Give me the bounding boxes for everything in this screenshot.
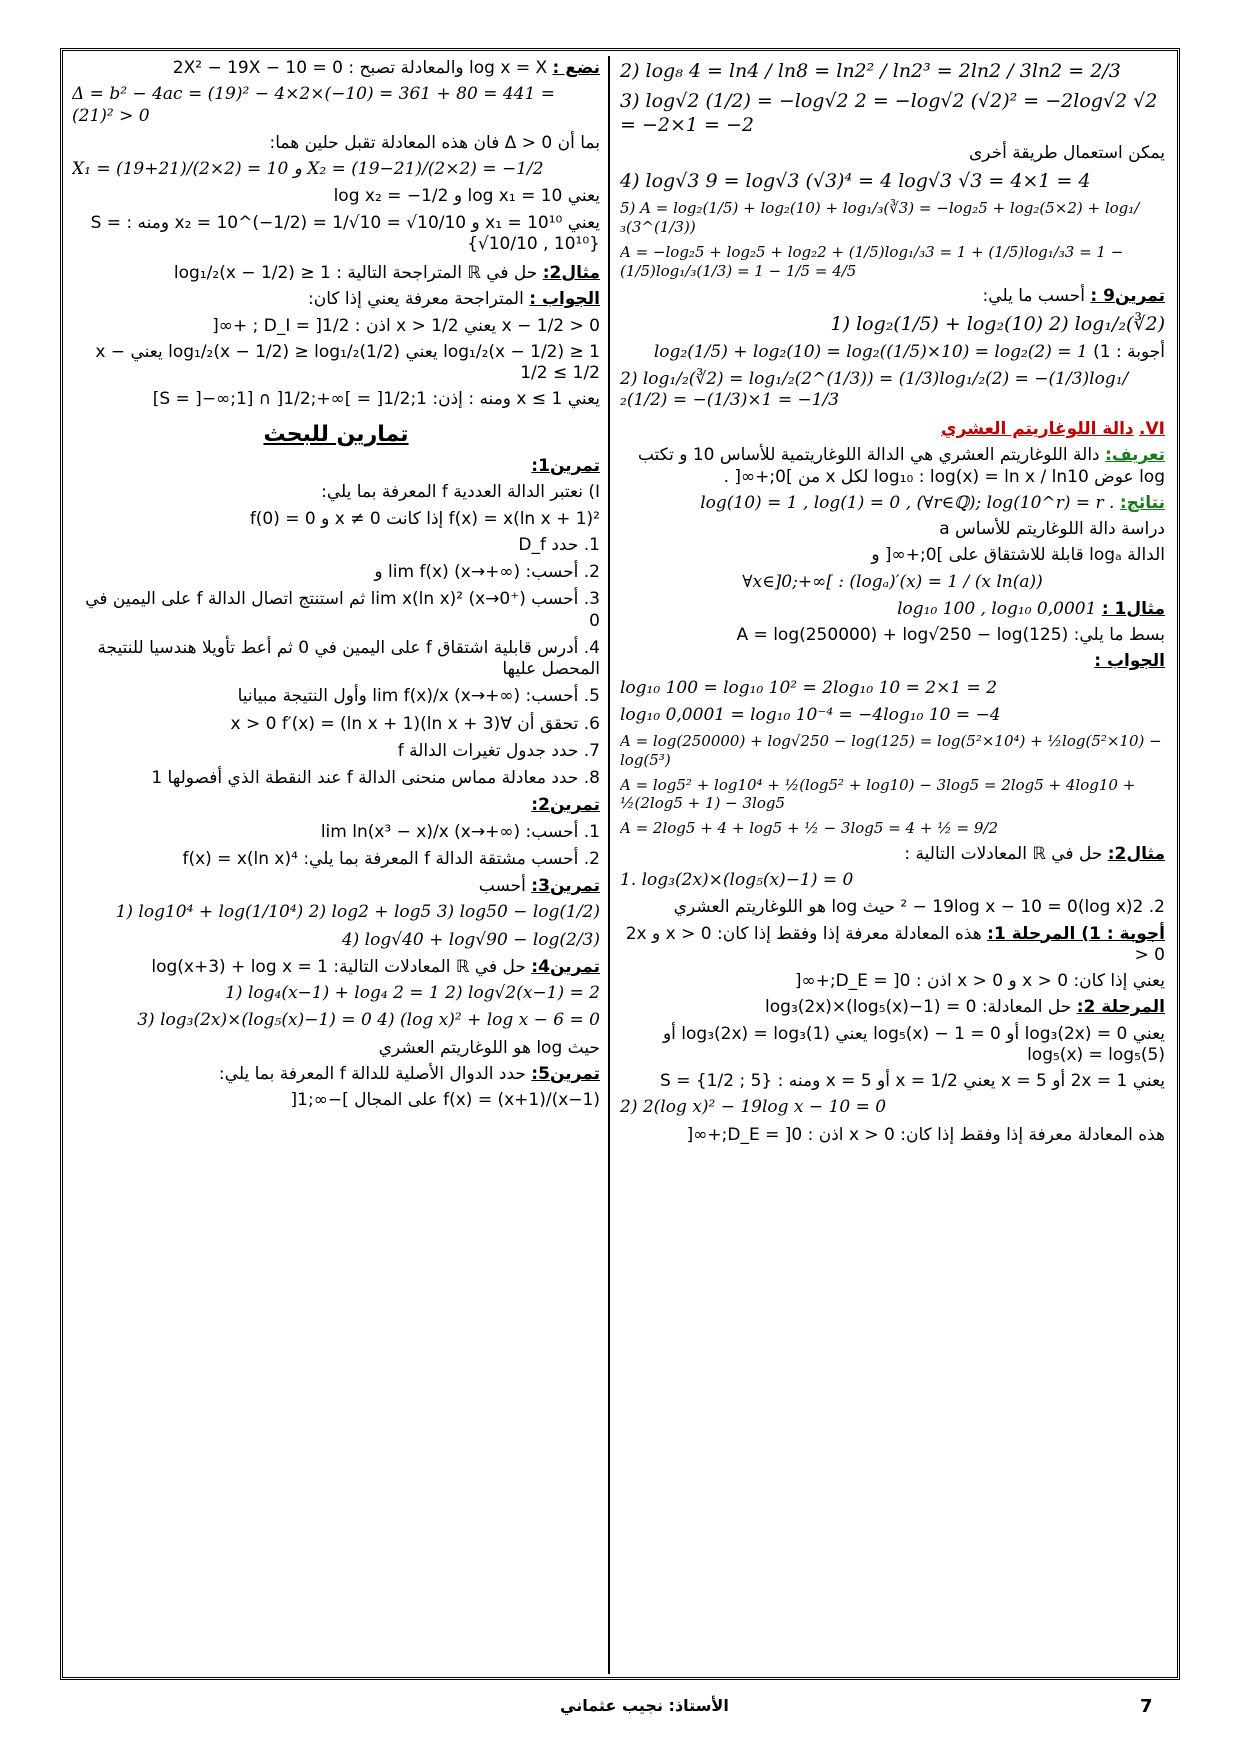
exercise5-heading [72, 1064, 600, 1085]
means-line-2: يعني x₁ = 10¹⁰ و x₂ = 10^(−1/2) = 1/√10 = √10/10 ومنه : S = {√10/10 , 10¹⁰} [90, 212, 600, 254]
left-example2-text: حل في ℝ المتراجحة التالية : log₁/₂(x − 1/2) ≥ 1 [173, 263, 538, 283]
delta-line: Δ = b² − 4ac = (19)² − 4×2×(−10) = 361 + 80 = 441 = (21)² > 0 [72, 84, 555, 126]
exercise3-heading [72, 876, 600, 897]
left-answer-text: المتراجحة معرفة يعني إذا كان: [308, 289, 530, 310]
page-footer [0, 1696, 1240, 1726]
example2-question-2: 2. 2(log x)² − 19log x − 10 = 0 حيث log هو اللوغاريتم العشري [673, 897, 1165, 918]
left-answer-label: الجواب : [529, 289, 600, 310]
stage1-text: هذه المعادلة معرفة إذا وفقط إذا كان: x > 0 و 2x > 0 [625, 923, 1165, 965]
ex5-line-a: 5) A = log₂(1/5) + log₂(10) + log₁/₃(∛3) = −log₂5 + log₂(5×2) + log₁/₃(3^(1/3)) [620, 199, 1140, 236]
exercise3-questions-2: 4) log√40 + log√90 − log(2/3) [341, 929, 600, 950]
example2-heading [620, 844, 1165, 865]
domain-line: x − 1/2 > 0 يعني x > 1/2 اذن : D_I = ]1/2 ; +∞[ [212, 315, 600, 336]
study-text-2: الدالة logₐ قابلة للاشتقاق على ]0;+∞[ و [871, 545, 1165, 566]
page-number: 7 [1140, 1696, 1153, 1717]
example1-label: مثال1 : [1101, 598, 1165, 619]
pose-label: نضع : [552, 58, 600, 78]
right-column [620, 58, 1165, 1668]
ex3-line: 3) log√2 (1/2) = −log√2 2 = −log√2 (√2)² = −2log√2 √2 = −2×1 = −2 [620, 89, 1158, 136]
stage2-step-a: يعني log₃(2x) = 0 أو log₅(x) − 1 = 0 يعني log₃(2x) = log₃(1) أو log₅(x) = log₅(5) [662, 1023, 1165, 1065]
stage1-domain: يعني إذا كان: x > 0 و x > 0 اذن : D_E = ]0;+∞[ [794, 971, 1165, 991]
exercise1-item: 7. حدد جدول تغيرات الدالة f [397, 740, 600, 761]
stage2-step-b: يعني 2x = 1 أو x = 5 يعني x = 1/2 أو x = 5 ومنه : S = {1/2 ; 5} [660, 1071, 1165, 1091]
author-name: الأستاذ: نجيب عثماني [560, 1696, 729, 1715]
exercise9-answer2: 2) log₁/₂(∛2) = log₁/₂(2^(1/3)) = (1/3)log₁/₂(2) = −(1/3)log₁/₂(1/2) = −(1/3)×1 = −1/3 [620, 368, 1129, 410]
results-label: نتائج: [1119, 492, 1165, 513]
example2-question-1: 1. log₃(2x)×(log₅(x)−1) = 0 [620, 870, 854, 890]
answers-label: أجوبة : 1) [1093, 342, 1165, 363]
exercise1-item: 8. حدد معادلة مماس منحنى الدالة f عند النقطة الذي أفصولها 1 [151, 768, 600, 788]
exercise3-label: تمرين3: [531, 876, 600, 896]
exercise3-questions-1: 1) log10⁴ + log(1/10⁴) 2) log2 + log5 3) log50 − log(1/2) [115, 902, 600, 923]
exercise9-answer1-math: log₂(1/5) + log₂(10) = log₂((1/5)×10) = log₂(2) = 1 [653, 342, 1088, 363]
question2-domain: هذه المعادلة معرفة إذا وفقط إذا كان: x > 0 اذن : D_E = ]0;+∞[ [686, 1124, 1165, 1145]
exercise1-item: 2. أحسب: lim f(x) (x→+∞) و [374, 562, 600, 582]
left-column [72, 58, 600, 1668]
inequality-step: log₁/₂(x − 1/2) ≥ 1 يعني log₁/₂(x − 1/2) ≥ log₁/₂(1/2) يعني x − 1/2 ≤ 1/2 [95, 341, 600, 383]
results-block [620, 493, 1165, 514]
exercise4-heading [72, 957, 600, 978]
left-example2-heading [72, 263, 600, 284]
stage2-label: المرحلة 2: [1076, 997, 1165, 1018]
exercise1-item: 4. أدرس قابلية اشتقاق f على اليمين في 0 ثم أعط تأويلا هندسيا للنتيجة المحصل عليها [97, 637, 600, 679]
exercise4-questions-2: 3) log₃(2x)×(log₅(x)−1) = 0 4) (log x)² + log x − 6 = 0 [137, 1010, 600, 1031]
ex4-line: 4) log√3 9 = log√3 (√3)⁴ = 4 log√3 √3 = 4×1 = 4 [620, 169, 1091, 192]
question2-equation: 2) 2(log x)² − 19log x − 10 = 0 [620, 1097, 887, 1118]
example2-text: حل في ℝ المعادلات التالية : [904, 843, 1108, 864]
derivative-formula: ∀x∈]0;+∞[ : (logₐ)′(x) = 1 / (x ln(a)) [742, 571, 1043, 592]
definition-label: تعريف: [1105, 445, 1165, 466]
stage1-label: أجوبة : 1) المرحلة 1: [987, 923, 1165, 944]
exercise1-heading [72, 456, 600, 477]
exercise4-label: تمرين4: [531, 956, 600, 977]
exercise1-item: 1. حدد D_f [518, 534, 600, 555]
inequality-solution: يعني x ≤ 1 ومنه : إذن: S = ]−∞;1] ∩ ]1/2;+∞[ = ]1/2;1] [152, 389, 600, 410]
exercise5-text: حدد الدوال الأصلية للدالة f المعرفة بما يلي: [218, 1063, 526, 1084]
exercise1-item: 3. أحسب lim x(ln x)² (x→0⁺) ثم استنتج اتصال الدالة f على اليمين في 0 [85, 589, 600, 631]
exercise1-intro: I) نعتبر الدالة العددية f المعرفة بما يلي: [321, 482, 600, 503]
column-divider [608, 56, 610, 1674]
exercise1-item: 5. أحسب: lim f(x)/x (x→+∞) وأول النتيجة مبيانيا [237, 686, 600, 707]
exercise9-questions: 1) log₂(1/5) + log₂(10) 2) log₁/₂(∛2) [830, 312, 1165, 335]
exercise9-heading [620, 286, 1165, 307]
exercise1-definition: f(x) = x(ln x + 1)² إذا كانت x ≠ 0 و f(0) = 0 [249, 508, 600, 529]
exercise2-label: تمرين2: [531, 795, 600, 816]
pose-block [72, 58, 600, 79]
exercise2-heading [72, 795, 600, 816]
ex2-line: 2) log₈ 4 = ln4 / ln8 = ln2² / ln2³ = 2ln2 / 3ln2 = 2/3 [620, 60, 1121, 82]
exercise9-label: تمرين9 : [1090, 286, 1165, 307]
results-text: log(10) = 1 , log(1) = 0 , (∀r∈ℚ); log(10^r) = r . [700, 492, 1115, 513]
example1-answer-3: A = log(250000) + log√250 − log(125) = log(5²×10⁴) + ½log(5²×10) − log(5³) [620, 732, 1162, 769]
section6-heading [620, 419, 1165, 440]
exercise2-item: 1. أحسب: lim ln(x³ − x)/x (x→+∞) [320, 821, 600, 842]
exercise4-text: حل في ℝ المعادلات التالية: log(x+3) + log x = 1 [151, 956, 526, 977]
exercise9-text: أحسب ما يلي: [982, 286, 1091, 307]
example1-answer-5: A = 2log5 + 4 + log5 + ½ − 3log5 = 4 + ½ = 9/2 [620, 819, 998, 837]
example1-answer-heading [620, 651, 1165, 672]
exercise5-definition: f(x) = (x+1)/(x−1) على المجال ]−∞;1[ [290, 1090, 600, 1110]
exercise5-label: تمرين5: [531, 1063, 600, 1084]
means-line-1: يعني log x₁ = 10 و log x₂ = −1/2 [333, 186, 600, 207]
stage2-block [620, 997, 1165, 1018]
example1-question: log₁₀ 100 , log₁₀ 0,0001 [897, 598, 1097, 619]
exercise4-questions-1: 1) log₄(x−1) + log₄ 2 = 1 2) log√2(x−1) = 2 [225, 983, 600, 1003]
stage2-text: حل المعادلة: log₃(2x)×(log₅(x)−1) = 0 [765, 997, 1072, 1018]
roots-line: X₁ = (19+21)/(2×2) = 10 و X₂ = (19−21)/(2×2) = −1/2 [72, 159, 544, 179]
example2-label: مثال2: [1107, 843, 1165, 864]
definition-text: دالة اللوغاريتم العشري هي الدالة اللوغاريتمية للأساس 10 و تكتب log عوض log₁₀ : log(x) = ln x / ln10 لكل x من ]0;+∞[ . [637, 445, 1165, 487]
answer-label: الجواب : [1094, 651, 1165, 672]
example1-answer-2: log₁₀ 0,0001 = log₁₀ 10⁻⁴ = −4log₁₀ 10 = −4 [620, 704, 1001, 725]
exercise9-answer1 [620, 342, 1165, 363]
left-answer-heading [72, 289, 600, 310]
pose-text: log x = X والمعادلة تصبح : 2X² − 19X − 10 = 0 [172, 58, 548, 78]
left-example2-label: مثال2: [542, 263, 600, 283]
study-text: دراسة دالة اللوغاريتم للأساس a [939, 519, 1165, 539]
exercise1-label: تمرين1: [531, 456, 600, 476]
section6-title: دالة اللوغاريتم العشري [941, 419, 1134, 439]
example1-question-2: بسط ما يلي: A = log(250000) + log√250 − log(125) [736, 625, 1165, 645]
stage1-block [620, 924, 1165, 967]
example1-answer-4: A = log5² + log10⁴ + ½(log5² + log10) − 3log5 = 2log5 + 4log10 + ½(2log5 + 1) − 3log5 [620, 775, 1136, 813]
exercise3-text: أحسب [478, 876, 532, 896]
exercise2-item: 2. أحسب مشتقة الدالة f المعرفة بما يلي: f(x) = x(ln x)⁴ [182, 848, 600, 869]
other-method-text: يمكن استعمال طريقة أخرى [968, 143, 1165, 164]
example1-heading [620, 599, 1165, 620]
definition-block [620, 445, 1165, 488]
research-exercises-title: تمارين للبحث [263, 421, 409, 447]
exercise4-note: حيث log هو اللوغاريتم العشري [378, 1037, 600, 1058]
ex5-line-b: A = −log₂5 + log₂5 + log₂2 + (1/5)log₁/₃3 = 1 + (1/5)log₁/₃3 = 1 − (1/5)log₁/₃(1/3) = 1 − 1/5 = 4/5 [620, 242, 1124, 280]
exercise1-item: 6. تحقق أن ∀x > 0 f′(x) = (ln x + 1)(ln x + 3) [230, 713, 600, 734]
section6-number: VI. [1139, 419, 1165, 439]
two-solutions-text: بما أن Δ > 0 فان هذه المعادلة تقبل حلين هما: [269, 132, 600, 153]
example1-answer-1: log₁₀ 100 = log₁₀ 10² = 2log₁₀ 10 = 2×1 = 2 [620, 677, 998, 698]
